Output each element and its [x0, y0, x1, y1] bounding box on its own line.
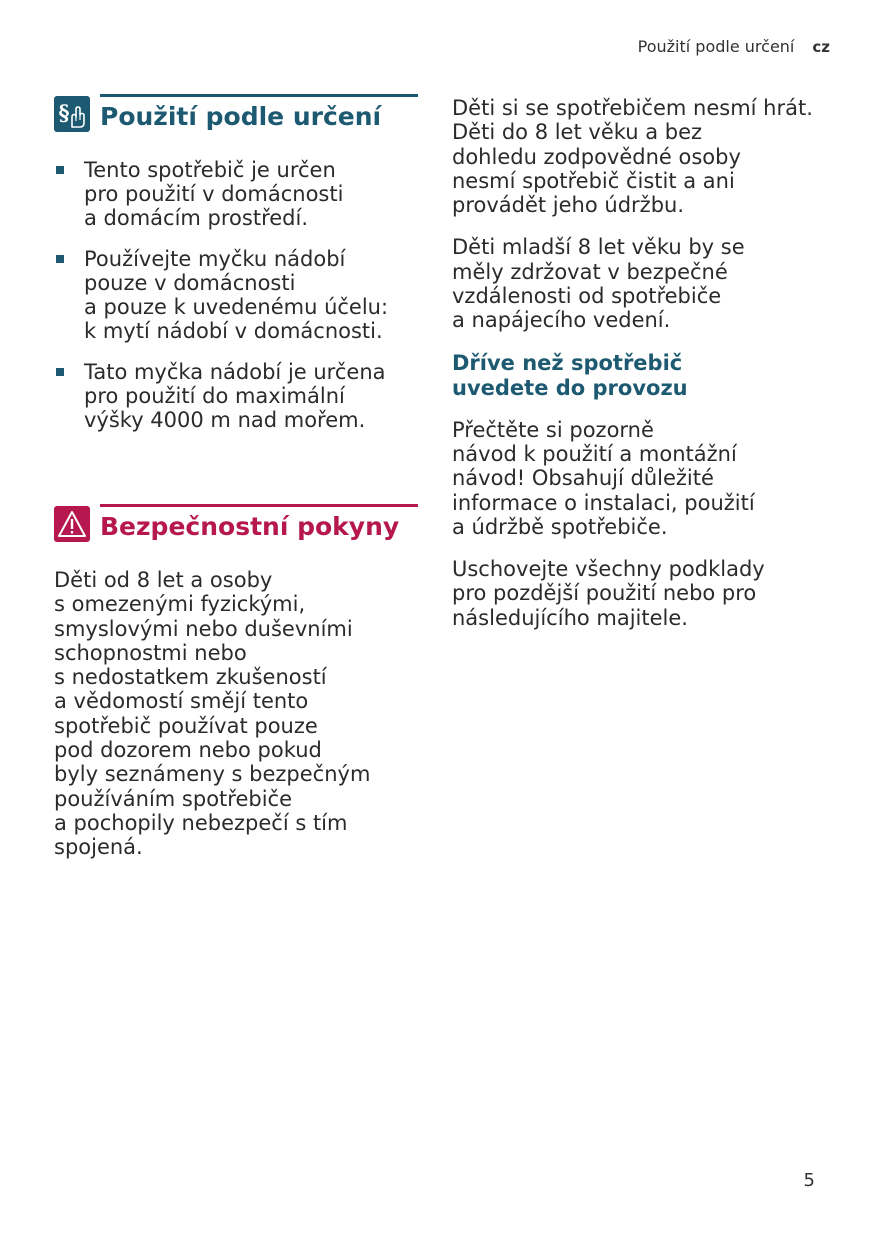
right-column	[452, 96, 837, 648]
safety-paragraph: Děti od 8 let a osoby s omezenými fyzickými, smyslovými nebo duševními schopnostmi nebo s nedostatkem zkušeností a vědomostí smějí tento spotřebič používat pouze pod dozorem nebo pokud byly seznámeny s bezpečným používáním spotřebiče a pochopily nebezpečí s tím spojená.	[54, 568, 371, 860]
list-item	[54, 360, 418, 432]
intended-use-list	[54, 158, 418, 432]
running-header-title: Použití podle určení	[637, 37, 795, 56]
list-item-text: Tento spotřebič je určen pro použití v domácnosti a domácím prostředí.	[84, 158, 344, 230]
paragraph-hand-icon	[54, 96, 90, 132]
page-number: 5	[803, 1170, 815, 1191]
svg-text:§: §	[58, 100, 70, 125]
intended-use-rule	[100, 94, 418, 132]
bullet-square-icon	[56, 368, 64, 376]
children-distance-paragraph: Děti mladší 8 let věku by se měly zdržovat v bezpečné vzdálenosti od spotřebiče a napájecího vedení.	[452, 235, 745, 333]
keep-documents-paragraph: Uschovejte všechny podklady pro pozdější použití nebo pro následujícího majitele.	[452, 557, 765, 630]
running-header	[638, 37, 830, 56]
warning-triangle-icon	[54, 506, 90, 542]
left-column	[54, 94, 418, 878]
safety-title: Bezpečnostní pokyny	[100, 512, 400, 541]
list-item-text: Tato myčka nádobí je určena pro použití do maximální výšky 4000 m nad mořem.	[84, 360, 386, 432]
intended-use-heading	[54, 94, 418, 132]
read-manual-paragraph: Přečtěte si pozorně návod k použití a montážní návod! Obsahují důležité informace o instalaci, použití a údržbě spotřebiče.	[452, 417, 755, 539]
bullet-square-icon	[56, 255, 64, 263]
intended-use-title: Použití podle určení	[100, 102, 382, 131]
list-item	[54, 247, 418, 343]
list-item	[54, 158, 418, 230]
before-use-subheading: Dříve než spotřebič uvedete do provozu	[452, 350, 688, 400]
language-code: cz	[812, 38, 830, 56]
list-item-text: Používejte myčku nádobí pouze v domácnosti a pouze k uvedenému účelu: k mytí nádobí v domácnosti.	[84, 247, 389, 343]
safety-heading	[54, 504, 418, 542]
safety-rule	[100, 504, 418, 542]
bullet-square-icon	[56, 166, 64, 174]
children-play-paragraph: Děti si se spotřebičem nesmí hrát. Děti do 8 let věku a bez dohledu zodpovědné osoby nesmí spotřebič čistit a ani provádět jeho údržbu.	[452, 96, 813, 218]
